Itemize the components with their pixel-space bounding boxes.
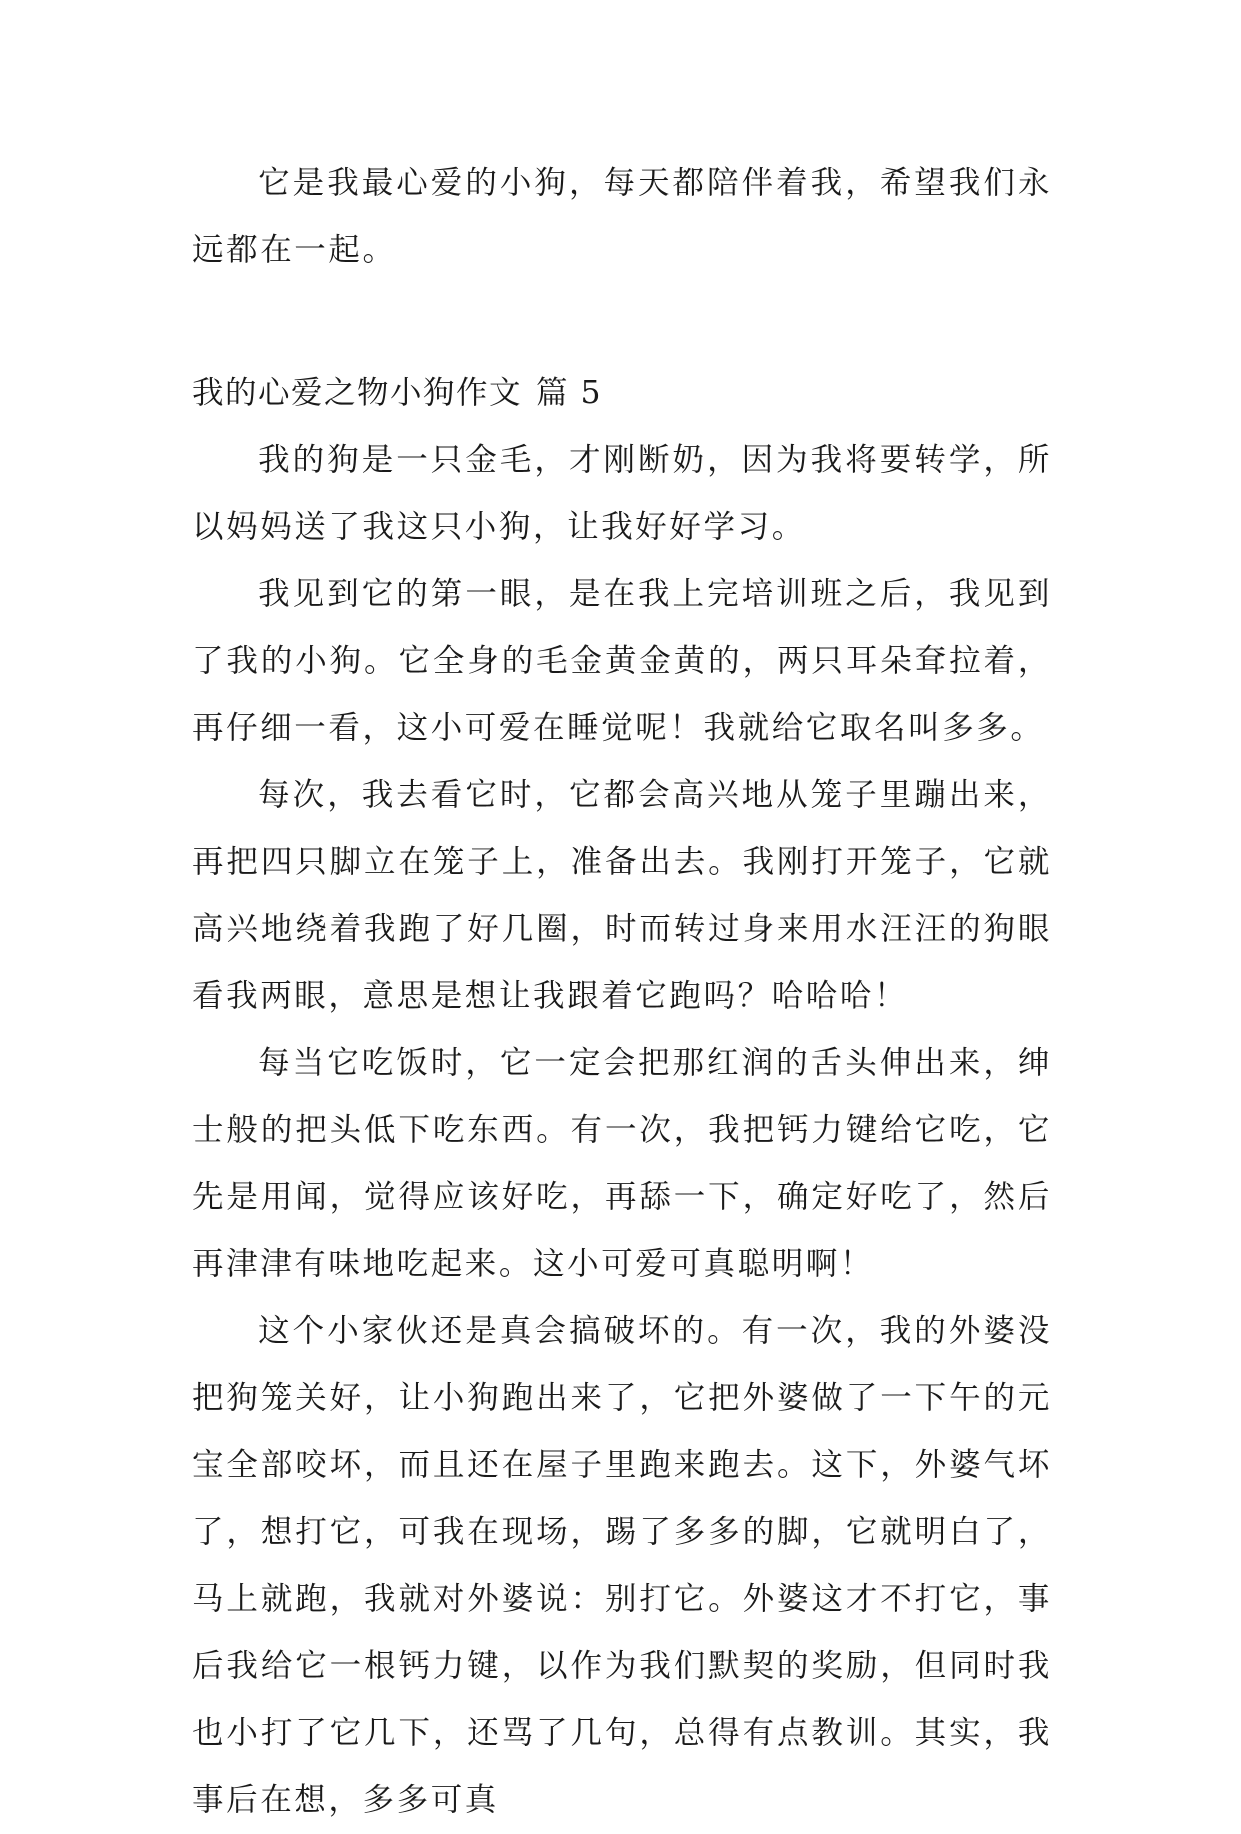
paragraph-cage: 每次，我去看它时，它都会高兴地从笼子里蹦出来，再把四只脚立在笼子上，准备出去。我刚打开笼子，它就高兴地绕着我跑了好几圈，时而转过身来用水汪汪的狗眼看我两眼，意思是想让我跟着它跑吗？哈哈哈！	[192, 777, 1052, 1014]
paragraph-first-sight: 我见到它的第一眼，是在我上完培训班之后，我见到了我的小狗。它全身的毛金黄金黄的，两只耳朵耷拉着，再仔细一看，这小可爱在睡觉呢！我就给它取名叫多多。	[192, 576, 1052, 746]
heading-section-number: 篇 5	[536, 375, 603, 411]
document-body	[192, 150, 1052, 1834]
paragraph-closing: 它是我最心爱的小狗，每天都陪伴着我，希望我们永远都在一起。	[192, 165, 1052, 268]
paragraph-mischief: 这个小家伙还是真会搞破坏的。有一次，我的外婆没把狗笼关好，让小狗跑出来了，它把外婆做了一下午的元宝全部咬坏，而且还在屋子里跑来跑去。这下，外婆气坏了，想打它，可我在现场，踢了多多的脚，它就明白了，马上就跑，我就对外婆说：别打它。外婆这才不打它，事后我给它一根钙力键，以作为我们默契的奖励，但同时我也小打了它几下，还骂了几句，总得有点教训。其实，我事后在想，多多可真	[192, 1313, 1052, 1818]
heading-title: 我的心爱之物小狗作文	[192, 375, 523, 411]
paragraph-eating: 每当它吃饭时，它一定会把那红润的舌头伸出来，绅士般的把头低下吃东西。有一次，我把钙力键给它吃，它先是用闻，觉得应该好吃，再舔一下，确定好吃了，然后再津津有味地吃起来。这小可爱可真聪明啊！	[192, 1045, 1052, 1282]
paragraph-intro: 我的狗是一只金毛，才刚断奶，因为我将要转学，所以妈妈送了我这只小狗，让我好好学习。	[192, 442, 1052, 545]
section-heading	[192, 360, 1052, 427]
